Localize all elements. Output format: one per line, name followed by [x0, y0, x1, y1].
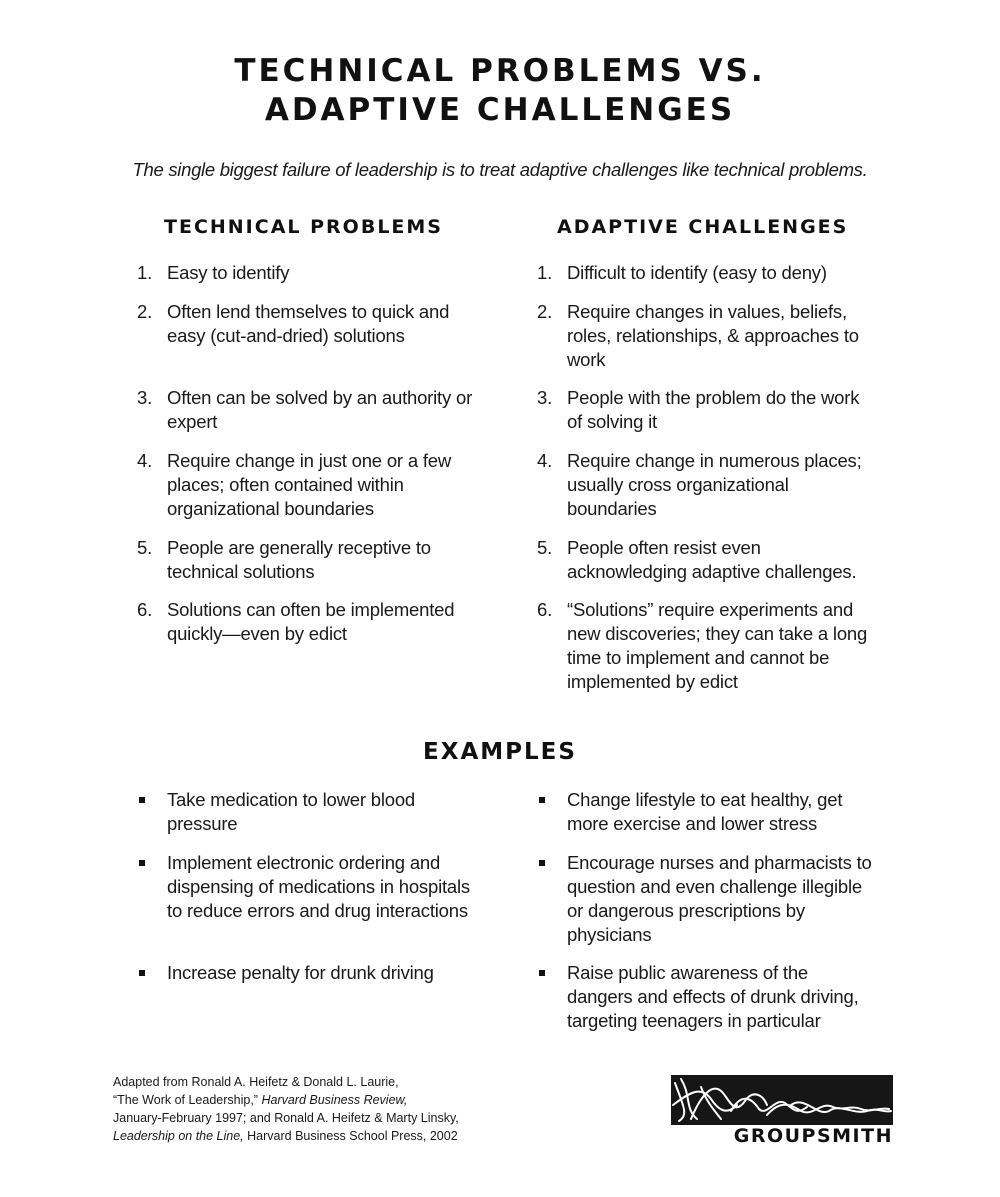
item-text: People with the problem do the work of solving it: [567, 387, 860, 432]
citation-publisher: Harvard Business School Press, 2002: [243, 1129, 458, 1143]
square-bullet-icon: [539, 860, 545, 866]
item-number: 2.: [537, 301, 553, 322]
example-text: Take medication to lower blood pressure: [167, 789, 416, 834]
examples-heading: EXAMPLES: [423, 739, 577, 765]
adaptive-item: [537, 536, 877, 584]
item-number: 6.: [537, 599, 553, 620]
technical-item: [137, 536, 477, 584]
item-text: Often lend themselves to quick and easy (cut-and-dried) solutions: [167, 301, 450, 346]
technical-example: [137, 788, 477, 836]
adaptive-item: [537, 449, 877, 521]
adaptive-example: [537, 851, 877, 947]
example-text: Encourage nurses and pharmacists to question and even challenge illegible or dangerous prescriptions by physicians: [567, 852, 872, 945]
item-text: Require changes in values, beliefs, roles, relationships, & approaches to work: [567, 301, 859, 370]
square-bullet-icon: [139, 970, 145, 976]
item-text: Often can be solved by an authority or expert: [167, 387, 473, 432]
adaptive-example: [537, 961, 877, 1033]
adaptive-item: [537, 300, 877, 372]
example-text: Raise public awareness of the dangers and effects of drunk driving, targeting teenagers in particular: [567, 962, 859, 1031]
page-title: [0, 52, 1000, 130]
item-text: “Solutions” require experiments and new discoveries; they can take a long time to implement and cannot be implemented by edict: [567, 599, 868, 692]
item-number: 2.: [137, 301, 153, 322]
item-text: People often resist even acknowledging adaptive challenges.: [567, 537, 857, 582]
item-text: Require change in numerous places; usually cross organizational boundaries: [567, 450, 862, 519]
citation-article: “The Work of Leadership,”: [113, 1093, 262, 1107]
technical-example: [137, 961, 477, 985]
item-number: 3.: [537, 387, 553, 408]
item-number: 5.: [137, 537, 153, 558]
item-text: Difficult to identify (easy to deny): [567, 262, 827, 283]
technical-item: [137, 449, 477, 521]
square-bullet-icon: [139, 860, 145, 866]
logo-wordmark: GROUPSMITH: [733, 1125, 893, 1147]
item-number: 3.: [137, 387, 153, 408]
example-text: Increase penalty for drunk driving: [167, 962, 434, 983]
citation-line-1: Adapted from Ronald A. Heifetz & Donald L. Laurie,: [113, 1075, 399, 1089]
item-number: 5.: [537, 537, 553, 558]
citation-journal: Harvard Business Review,: [261, 1093, 408, 1107]
item-number: 4.: [537, 450, 553, 471]
citation-line-3: January-February 1997; and Ronald A. Heifetz & Marty Linsky,: [113, 1111, 459, 1125]
citation-line-4: [113, 1127, 473, 1145]
adaptive-item: [537, 261, 877, 285]
item-text: Easy to identify: [167, 262, 290, 283]
item-text: Require change in just one or a few places; often contained within organizational boundaries: [167, 450, 452, 519]
example-text: Change lifestyle to eat healthy, get more exercise and lower stress: [567, 789, 843, 834]
groupsmith-logo: [671, 1075, 893, 1147]
technical-problems-heading: TECHNICAL PROBLEMS: [164, 216, 443, 238]
example-text: Implement electronic ordering and dispensing of medications in hospitals to reduce errors and drug interactions: [167, 852, 470, 921]
item-number: 1.: [537, 262, 553, 283]
page-title-line-1: TECHNICAL PROBLEMS VS.: [234, 53, 766, 89]
technical-item: [137, 300, 477, 348]
item-number: 6.: [137, 599, 153, 620]
technical-example: [137, 851, 477, 923]
page-title-line-2: ADAPTIVE CHALLENGES: [264, 92, 736, 128]
technical-item: [137, 261, 477, 285]
adaptive-item: [537, 598, 877, 694]
page-subtitle: The single biggest failure of leadership is to treat adaptive challenges like technical problems.: [132, 159, 868, 180]
citation: [113, 1073, 473, 1145]
item-number: 4.: [137, 450, 153, 471]
scribble-logo-icon: [671, 1075, 893, 1125]
adaptive-example: [537, 788, 877, 836]
citation-line-2: [113, 1091, 473, 1109]
citation-book: Leadership on the Line,: [113, 1129, 244, 1143]
item-text: People are generally receptive to technical solutions: [167, 537, 431, 582]
square-bullet-icon: [539, 797, 545, 803]
technical-item: [137, 598, 477, 646]
technical-item: [137, 386, 477, 434]
square-bullet-icon: [539, 970, 545, 976]
square-bullet-icon: [139, 797, 145, 803]
item-number: 1.: [137, 262, 153, 283]
adaptive-item: [537, 386, 877, 434]
adaptive-challenges-heading: ADAPTIVE CHALLENGES: [557, 216, 849, 238]
item-text: Solutions can often be implemented quickly—even by edict: [167, 599, 455, 644]
